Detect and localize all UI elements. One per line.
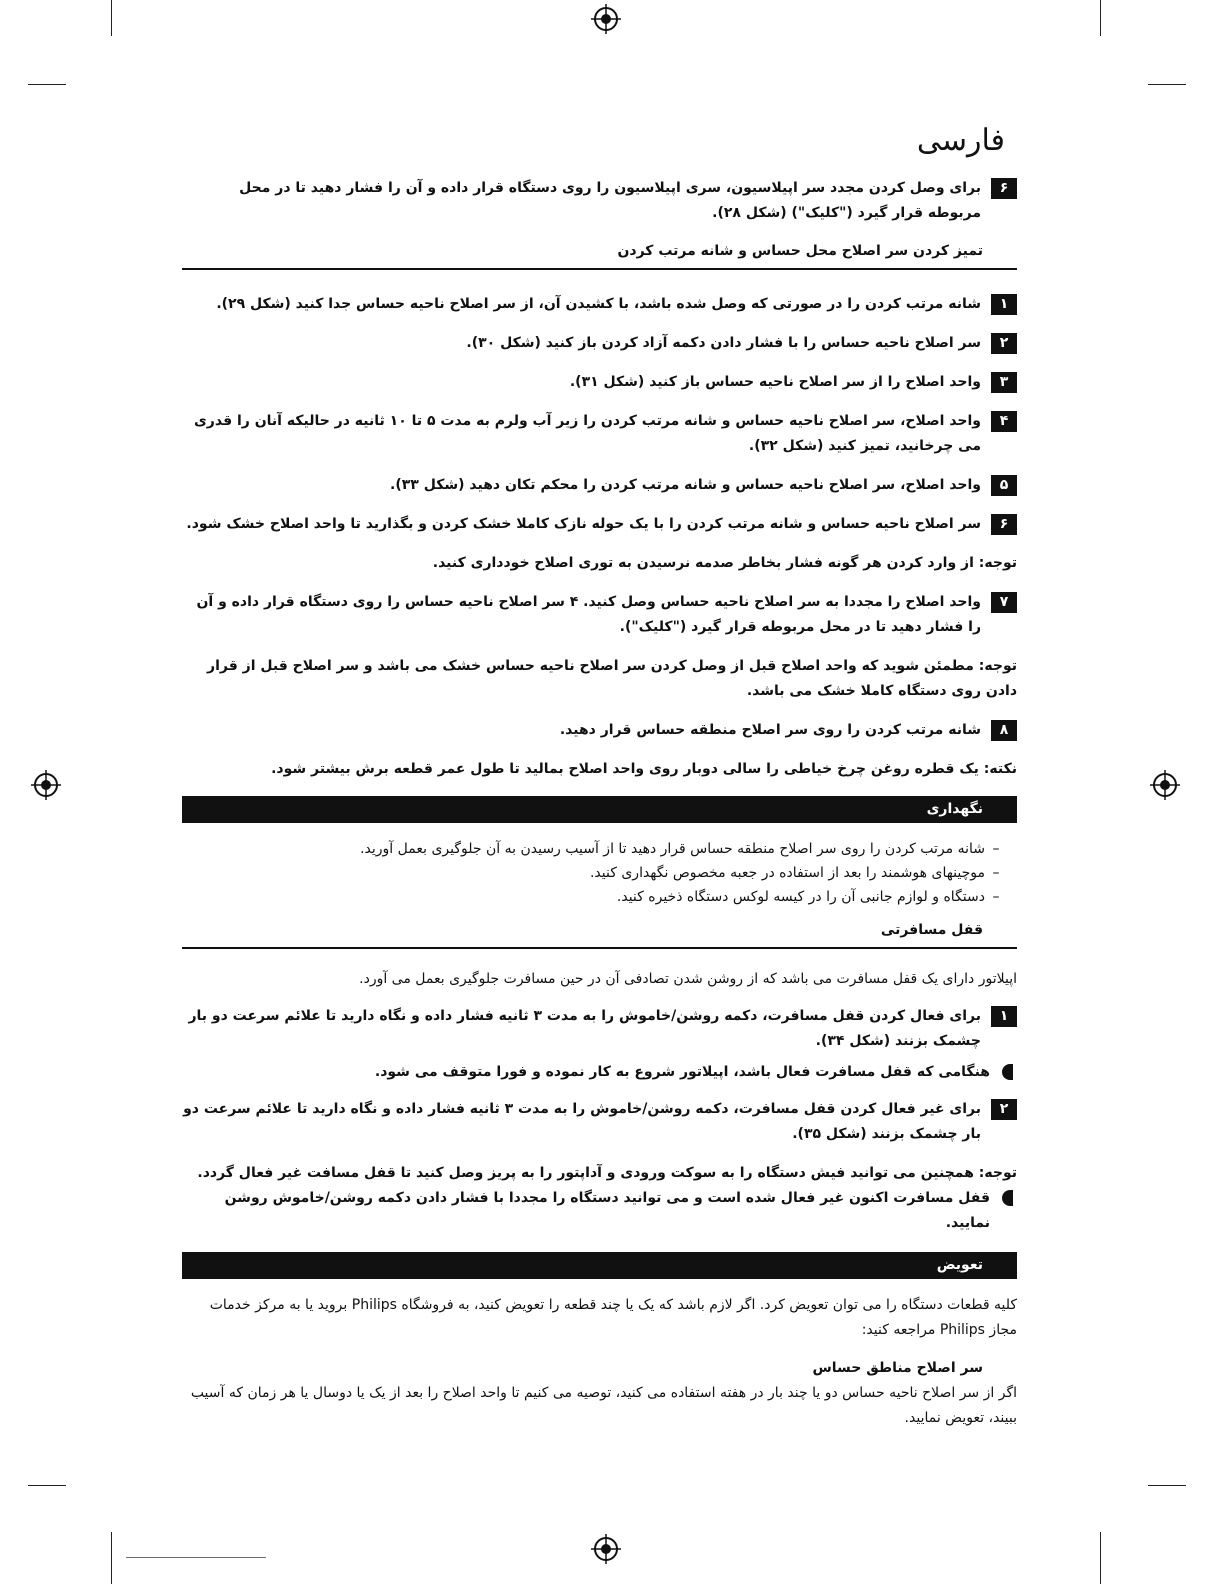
step-text: برای وصل کردن مجدد سر اپیلاسیون، سری اپیلاسیون را روی دستگاه قرار داده و آن را فشار دهید تا در محل مربوطه قرار گیرد ("کلیک") (شکل ۲۸). bbox=[239, 180, 981, 221]
step-text: واحد اصلاح، سر اصلاح ناحیه حساس و شانه مرتب کردن را زیر آب ولرم به مدت ۵ تا ۱۰ ثانیه در حالیکه آنان را قدری می چرخانید، تمیز کنید (شکل ۳۲). bbox=[193, 413, 981, 454]
step-text: برای غیر فعال کردن قفل مسافرت، دکمه روشن/خاموش را به مدت ۳ ثانیه فشار داده و نگاه دارید تا علائم سرعت دو بار چشمک بزنند (شکل ۳۵). bbox=[183, 1101, 981, 1142]
step-text: سر اصلاح ناحیه حساس و شانه مرتب کردن را با یک حوله نازک کاملا خشک کردن و بگذارید تا واحد اصلاح خشک شود. bbox=[186, 516, 981, 532]
step-item bbox=[182, 512, 1017, 537]
section-heading-travel-lock: قفل مسافرتی bbox=[182, 919, 1017, 949]
step-number: ۱ bbox=[991, 1006, 1017, 1027]
step-item bbox=[182, 1004, 1017, 1054]
crop-mark-bottom-right-h bbox=[1148, 1485, 1186, 1486]
section-heading-replacement: تعویض bbox=[182, 1252, 1017, 1279]
dash-bullet: – bbox=[992, 841, 1000, 857]
crop-mark-bottom-left-h bbox=[28, 1485, 66, 1486]
step-number: ۶ bbox=[991, 178, 1017, 199]
registration-mark-icon bbox=[31, 770, 61, 800]
step-number: ۶ bbox=[991, 514, 1017, 535]
list-item-text: موچینهای هوشمند را بعد از استفاده در جعبه مخصوص نگهداری کنید. bbox=[589, 865, 985, 881]
step-item bbox=[182, 473, 1017, 498]
step-text: واحد اصلاح را از سر اصلاح ناحیه حساس باز کنید (شکل ۳۱). bbox=[569, 374, 981, 390]
step-item bbox=[182, 292, 1017, 317]
step-number: ۸ bbox=[991, 720, 1017, 741]
crop-mark-top-right-h bbox=[1148, 84, 1186, 85]
step-number: ۷ bbox=[991, 592, 1017, 613]
step-item bbox=[182, 176, 1017, 226]
step-item bbox=[182, 370, 1017, 395]
footer-rule bbox=[126, 1557, 266, 1558]
crop-mark-top-left-h bbox=[28, 84, 66, 85]
crop-mark-bottom-right-v bbox=[1100, 1532, 1101, 1584]
bullet-text: هنگامی که قفل مسافرت فعال باشد، اپیلاتور شروع به کار نموده و فورا متوقف می شود. bbox=[374, 1064, 990, 1080]
page-content bbox=[182, 120, 1017, 1443]
half-circle-bullet-icon bbox=[1002, 1064, 1013, 1080]
step-text: برای فعال کردن قفل مسافرت، دکمه روشن/خاموش را به مدت ۳ ثانیه فشار داده و نگاه دارید تا علائم سرعت دو بار چشمک بزنند (شکل ۳۴). bbox=[188, 1008, 981, 1049]
registration-mark-icon bbox=[591, 1534, 621, 1564]
step-text: شانه مرتب کردن را در صورتی که وصل شده باشد، با کشیدن آن، از سر اصلاح ناحیه حساس جدا کنید (شکل ۲۹). bbox=[216, 296, 981, 312]
step-item bbox=[182, 718, 1017, 743]
paragraph: اگر از سر اصلاح ناحیه حساس دو یا چند بار در هفته استفاده می کنید، توصیه می کنیم تا واحد اصلاح را بعد از یک یا دوسال یا هر زمان که آسیب ببیند، تعویض نمایید. bbox=[190, 1385, 1017, 1426]
crop-mark-top-left-v bbox=[111, 0, 112, 36]
paragraph: کلیه قطعات دستگاه را می توان تعویض کرد. اگر لازم باشد که یک یا چند قطعه را تعویض کنید، به فروشگاه Philips بروید یا به مرکز خدمات مجاز Philips مراجعه کنید: bbox=[209, 1297, 1017, 1338]
section-heading-cleaning: تمیز کردن سر اصلاح محل حساس و شانه مرتب کردن bbox=[182, 240, 1017, 270]
subheading: سر اصلاح مناطق حساس bbox=[812, 1360, 983, 1376]
crop-mark-bottom-left-v bbox=[111, 1532, 112, 1584]
step-number: ۲ bbox=[991, 1099, 1017, 1120]
registration-mark-icon bbox=[1150, 770, 1180, 800]
page-title: فارسی bbox=[916, 123, 1005, 158]
step-item bbox=[182, 590, 1017, 640]
note-text: توجه: از وارد کردن هر گونه فشار بخاطر صدمه نرسیدن به توری اصلاح خودداری کنید. bbox=[432, 555, 1017, 571]
step-item bbox=[182, 1097, 1017, 1147]
dash-bullet: – bbox=[992, 865, 1000, 881]
step-text: واحد اصلاح، سر اصلاح ناحیه حساس و شانه مرتب کردن را محکم تکان دهید (شکل ۳۳). bbox=[390, 477, 981, 493]
step-text: شانه مرتب کردن را روی سر اصلاح منطقه حساس قرار دهید. bbox=[559, 722, 981, 738]
section-heading-storage: نگهداری bbox=[182, 796, 1017, 823]
crop-mark-top-right-v bbox=[1100, 0, 1101, 36]
step-item bbox=[182, 331, 1017, 356]
dash-bullet: – bbox=[992, 889, 1000, 905]
tip-text: نکته: یک قطره روغن چرخ خیاطی را سالی دوبار روی واحد اصلاح بمالید تا طول عمر قطعه برش بیشتر شود. bbox=[271, 761, 1017, 777]
bullet-text: قفل مسافرت اکنون غیر فعال شده است و می توانید دستگاه را مجددا با فشار دادن دکمه روشن/خاموش روشن نمایید. bbox=[224, 1190, 990, 1231]
step-number: ۴ bbox=[991, 411, 1017, 432]
step-number: ۲ bbox=[991, 333, 1017, 354]
step-text: سر اصلاح ناحیه حساس را با فشار دادن دکمه آزاد کردن باز کنید (شکل ۳۰). bbox=[466, 335, 981, 351]
list-item-text: دستگاه و لوازم جانبی آن را در کیسه لوکس دستگاه ذخیره کنید. bbox=[616, 889, 985, 905]
list-item bbox=[182, 885, 1017, 909]
bullet-item bbox=[182, 1186, 1017, 1236]
registration-mark-icon bbox=[591, 4, 621, 34]
list-item-text: شانه مرتب کردن را روی سر اصلاح منطقه حساس قرار دهید تا از آسیب رسیدن به آن جلوگیری بعمل آورید. bbox=[360, 841, 985, 857]
step-number: ۳ bbox=[991, 372, 1017, 393]
note-text: توجه: مطمئن شوید که واحد اصلاح قبل از وصل کردن سر اصلاح ناحیه حساس خشک می باشد و سر اصلاح قبل از قرار دادن روی دستگاه کاملا خشک می باشد. bbox=[207, 658, 1017, 699]
half-circle-bullet-icon bbox=[1002, 1190, 1013, 1206]
step-number: ۵ bbox=[991, 475, 1017, 496]
step-item bbox=[182, 409, 1017, 459]
bullet-item bbox=[182, 1060, 1017, 1085]
list-item bbox=[182, 861, 1017, 885]
note-text: توجه: همچنین می توانید فیش دستگاه را به سوکت ورودی و آداپتور را به پریز وصل کنید تا قفل مسافت غیر فعال گردد. bbox=[197, 1165, 1017, 1181]
step-number: ۱ bbox=[991, 294, 1017, 315]
list-item bbox=[182, 837, 1017, 861]
step-text: واحد اصلاح را مجددا به سر اصلاح ناحیه حساس وصل کنید. ۴ سر اصلاح ناحیه حساس را روی دستگاه قرار داده و آن را فشار دهید تا در محل مربوطه قرار گیرد ("کلیک"). bbox=[196, 594, 981, 635]
paragraph: اپیلاتور دارای یک قفل مسافرت می باشد که از روشن شدن تصادفی آن در حین مسافرت جلوگیری بعمل می آورد. bbox=[359, 971, 1017, 987]
